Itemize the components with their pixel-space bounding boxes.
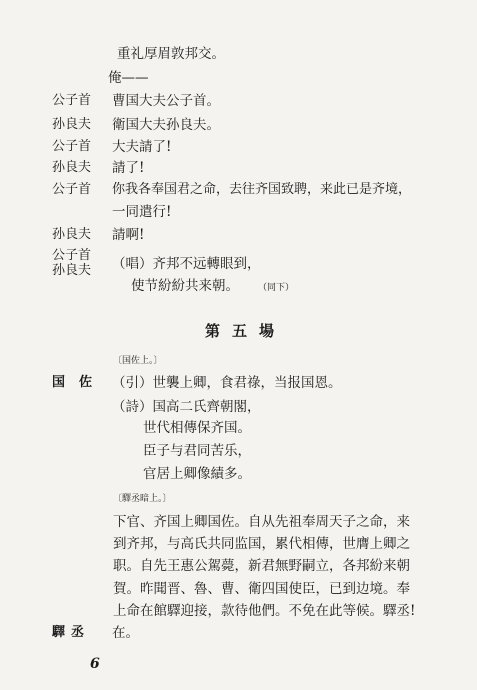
speaker-name: 公子首 [52, 93, 92, 108]
verse-line: （唱）齐邦不远轉眼到， [112, 256, 261, 272]
verse-line: （詩）国高二氏齊朝閣， [112, 399, 261, 415]
verse-line: 重礼厚眉敦邦交。 [117, 46, 225, 62]
speaker-name: 孙良夫 [52, 263, 92, 278]
scene-title: 第五場 [205, 322, 287, 340]
speaker-name: 孙良夫 [52, 160, 92, 175]
verse-line: 俺—— [108, 70, 149, 86]
page-number: 6 [90, 656, 100, 672]
stage-direction: 〔国佐上。〕 [113, 356, 163, 366]
dialogue-line: 在。 [112, 625, 139, 641]
prose-line: 下官、齐国上卿国佐。自从先祖奉周天子之命，来 [113, 514, 410, 530]
prose-line: 到齐邦，与高氏共同监国，累代相傳，世膺上卿之 [113, 536, 410, 552]
verse-line: 臣子与君同苦乐， [143, 443, 251, 459]
dialogue-line: 你我各奉国君之命，去往齐国致聘，来此已是齐境， [112, 182, 412, 197]
dialogue-line: 請啊! [112, 227, 145, 243]
dialogue-line: 曹国大夫公子首。 [112, 93, 220, 109]
prose-line: 上命在館驛迎接，款待他們。不免在此等候。驛丞! [113, 603, 416, 619]
dialogue-line: 一同遣行! [112, 204, 172, 220]
speaker-name: 孙良夫 [52, 117, 92, 132]
speaker-name: 公子首 [52, 182, 92, 197]
speaker-name: 国佐 [52, 375, 107, 390]
speaker-name: 公子首 [52, 248, 92, 263]
dialogue-line: 大夫請了! [112, 139, 172, 155]
speaker-name: 驛丞 [52, 625, 91, 640]
stage-direction: （同下） [258, 283, 295, 293]
prose-line: 职。自先王惠公駕薨，新君無野嗣立，各邦紛来朝 [113, 558, 410, 574]
speaker-name: 孙良夫 [52, 227, 92, 242]
prose-line: 賀。昨聞晋、魯、曹、衛四国使臣，已到边境。奉 [113, 581, 410, 597]
verse-line: 使节紛紛共来朝。 [131, 278, 239, 294]
dialogue-line: 請了! [112, 160, 145, 176]
verse-line: 官居上卿像績多。 [143, 466, 251, 482]
stage-direction: 〔驛丞暗上。〕 [113, 494, 172, 504]
dialogue-line: 衛国大夫孙良夫。 [112, 117, 220, 133]
verse-line: 世代相傳保齐国。 [143, 420, 251, 436]
speaker-name: 公子首 [52, 139, 92, 154]
verse-line: （引）世襲上卿，食君祿，当报国恩。 [112, 375, 342, 391]
